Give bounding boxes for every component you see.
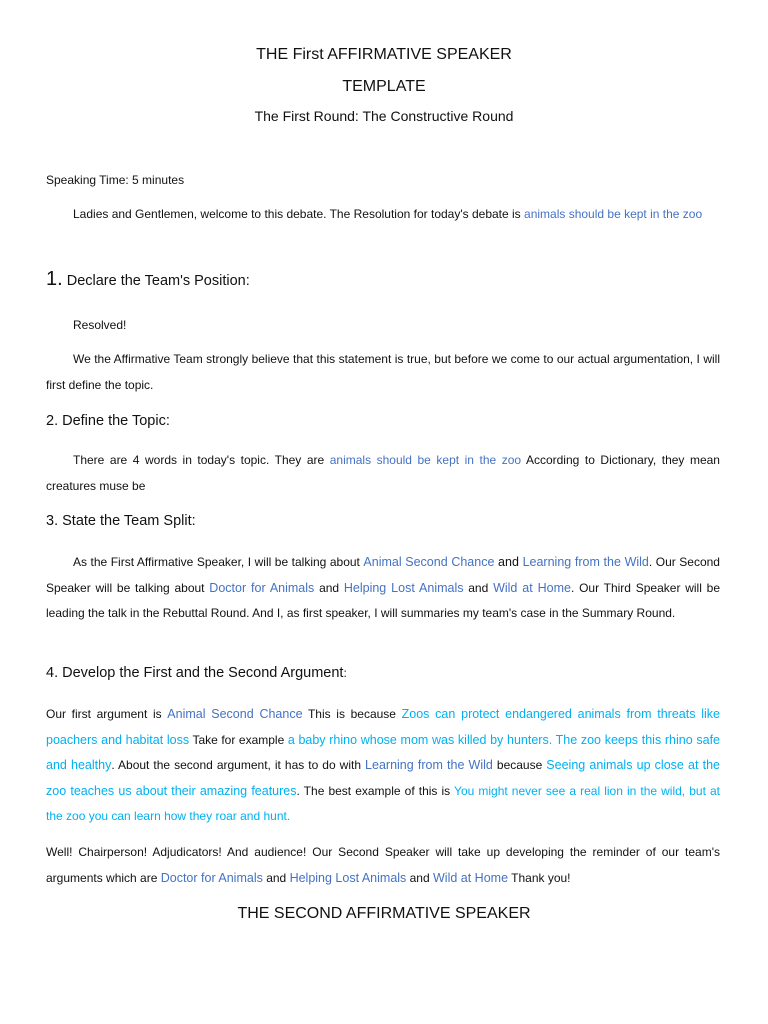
split-text-1: As the First Affirmative Speaker, I will be talking about bbox=[73, 555, 364, 569]
split-and-2: and bbox=[314, 580, 344, 595]
argument-helping-lost-animals: Helping Lost Animals bbox=[343, 580, 464, 595]
first-argument-name: Animal Second Chance bbox=[167, 707, 303, 721]
document-title: THE First AFFIRMATIVE SPEAKER bbox=[256, 46, 512, 63]
define-topic-paragraph bbox=[46, 448, 720, 499]
round-title: The First Round: The Constructive Round bbox=[254, 108, 514, 124]
argument-learning-from-the-wild: Learning from the Wild bbox=[522, 555, 649, 569]
first-argument-reason: Zoos can protect endangered animals from threats like poachers and habitat loss bbox=[46, 707, 721, 747]
split-and-1: and bbox=[494, 555, 523, 569]
closing-and-1: and bbox=[262, 870, 290, 885]
define-text-b: According to Dictionary, they mean creatures muse be bbox=[46, 453, 720, 493]
split-and-3: and bbox=[463, 580, 494, 595]
second-argument-example: You might never see a real lion in the wild, but at the zoo you can learn how they roar and hunt. bbox=[46, 783, 721, 823]
position-paragraph: We the Affirmative Team strongly believe that this statement is true, but before we come to our actual argumentation, I will first define the topic. bbox=[46, 352, 720, 392]
section-1-number: 1. bbox=[46, 268, 63, 290]
section-2-heading: 2. Define the Topic: bbox=[46, 413, 170, 429]
section-3-heading: 3. State the Team Split: bbox=[46, 513, 196, 529]
team-split-paragraph bbox=[46, 550, 720, 627]
second-argument-name: Learning from the Wild bbox=[365, 758, 493, 772]
section-4-heading bbox=[46, 665, 347, 681]
arguments-paragraph bbox=[46, 702, 720, 830]
resolved-text: Resolved! bbox=[73, 318, 127, 332]
closing-text-2: Thank you! bbox=[508, 870, 571, 885]
first-argument-example: a baby rhino whose mom was killed by hunters. The zoo keeps this rhino safe and healthy bbox=[46, 732, 720, 772]
second-argument-reason: Seeing animals up close at the zoo teaches us about their amazing features bbox=[46, 758, 720, 798]
arg-text-1: Our first argument is bbox=[46, 707, 168, 721]
section-4-title: 4. Develop the First and the Second Argument bbox=[46, 665, 344, 681]
intro-paragraph bbox=[46, 202, 720, 228]
closing-argument-helping: Helping Lost Animals bbox=[289, 870, 407, 885]
arg-text-4: . About the second argument, it has to do with bbox=[111, 758, 366, 772]
closing-argument-wild: Wild at Home bbox=[433, 870, 509, 885]
next-speaker-title: THE SECOND AFFIRMATIVE SPEAKER bbox=[237, 905, 531, 922]
document-subtitle: TEMPLATE bbox=[342, 78, 426, 95]
argument-doctor-for-animals: Doctor for Animals bbox=[209, 580, 315, 595]
closing-paragraph bbox=[46, 840, 720, 891]
arg-text-5: because bbox=[492, 758, 547, 772]
closing-argument-doctor: Doctor for Animals bbox=[160, 870, 263, 885]
resolution-text: animals should be kept in the zoo bbox=[524, 207, 703, 221]
topic-text: animals should be kept in the zoo bbox=[329, 453, 522, 467]
define-text-a: There are 4 words in today's topic. They are bbox=[73, 453, 330, 467]
argument-animal-second-chance: Animal Second Chance bbox=[363, 555, 495, 569]
arg-text-3: Take for example bbox=[189, 732, 288, 747]
arg-text-6: . The best example of this is bbox=[296, 783, 455, 798]
closing-text-1: Well! Chairperson! Adjudicators! And audience! Our Second Speaker will take up developing the reminder of our team's arguments which are bbox=[46, 845, 720, 885]
split-text-3: . Our Third Speaker will be leading the talk in the Rebuttal Round. And I, as first speaker, I will summaries my team's case in the Summary Round. bbox=[46, 580, 720, 620]
argument-wild-at-home: Wild at Home bbox=[493, 580, 571, 595]
intro-text: Ladies and Gentlemen, welcome to this debate. The Resolution for today's debate is bbox=[73, 207, 525, 221]
section-1-heading bbox=[46, 268, 250, 291]
section-4-colon: : bbox=[343, 666, 347, 680]
closing-and-2: and bbox=[406, 870, 433, 885]
section-1-title: Declare the Team's Position: bbox=[62, 273, 250, 289]
split-text-2: . Our Second Speaker will be talking about bbox=[46, 555, 720, 595]
speaking-time: Speaking Time: 5 minutes bbox=[46, 173, 185, 187]
arg-text-2: This is because bbox=[302, 707, 402, 721]
